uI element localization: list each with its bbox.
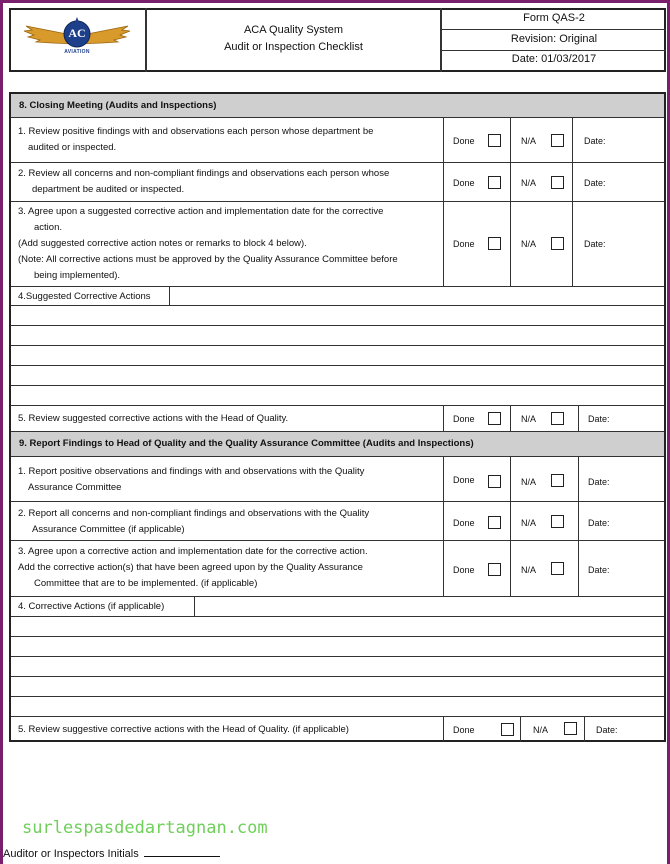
s9-r1-done-label: Done <box>453 475 475 485</box>
s8-r5-na-label: N/A <box>521 414 537 424</box>
s8-r2-na-checkbox[interactable] <box>551 176 564 189</box>
s8-r3-done-checkbox[interactable] <box>488 237 501 250</box>
s9-r1-done-checkbox[interactable] <box>488 475 501 488</box>
form-id: Form QAS-2 <box>523 12 585 24</box>
checklist-title: Audit or Inspection Checklist <box>224 41 363 53</box>
section-8-header: 8. Closing Meeting (Audits and Inspections) <box>11 94 664 117</box>
s9-r1-na-checkbox[interactable] <box>551 474 564 487</box>
s9-r1-na-label: N/A <box>521 477 537 487</box>
logo-subtext: AVIATION <box>64 49 90 55</box>
s9-r2-done-checkbox[interactable] <box>488 516 501 529</box>
s8-r3-date-label: Date: <box>584 239 606 249</box>
watermark: surlespasdedartagnan.com <box>22 818 268 838</box>
s8-item5-text: 5. Review suggested corrective actions with the Head of Quality. <box>18 413 289 424</box>
s9-r3-na-label: N/A <box>521 565 537 575</box>
s8-item3-text: 3. Agree upon a suggested corrective action and implementation date for the corrective action. (Add suggested corrective action notes or remarks to block 4 below). (Note: All corrective actions must be approved by the Quality Assurance Committee before being implemented). <box>18 206 398 281</box>
system-title: ACA Quality System <box>243 24 344 36</box>
s8-r1-na-label: N/A <box>521 136 537 146</box>
s9-r3-done-label: Done <box>453 565 475 575</box>
s8-r2-na-label: N/A <box>521 178 537 188</box>
s9-r2-done-label: Done <box>453 518 475 528</box>
s8-r1-na-checkbox[interactable] <box>551 134 564 147</box>
s8-r5-done-label: Done <box>453 414 475 424</box>
s9-r5-done-checkbox[interactable] <box>501 723 514 736</box>
s9-item5-text: 5. Review suggestive corrective actions with the Head of Quality. (if applicable) <box>18 724 349 735</box>
initials-field[interactable] <box>144 847 220 857</box>
s9-r5-na-checkbox[interactable] <box>564 722 577 735</box>
s9-r3-date-label: Date: <box>588 565 610 575</box>
s8-r3-na-checkbox[interactable] <box>551 237 564 250</box>
s8-r2-done-label: Done <box>453 178 475 188</box>
section-9-header: 9. Report Findings to Head of Quality and the Quality Assurance Committee (Audits and Inspections) <box>11 432 664 456</box>
s8-r2-done-checkbox[interactable] <box>488 176 501 189</box>
s8-r3-na-label: N/A <box>521 239 537 249</box>
s8-r1-date-label: Date: <box>584 136 606 146</box>
s8-block4-label: 4.Suggested Corrective Actions <box>18 291 151 302</box>
s9-r5-date-label: Date: <box>596 725 618 735</box>
s8-block4-line <box>11 305 664 306</box>
s8-r5-date-label: Date: <box>588 414 610 424</box>
form-date: Date: 01/03/2017 <box>511 53 597 65</box>
s9-r3-done-checkbox[interactable] <box>488 563 501 576</box>
revision: Revision: Original <box>510 33 598 45</box>
logo-text: AC <box>68 26 86 40</box>
s9-r3-na-checkbox[interactable] <box>551 562 564 575</box>
aviation-logo <box>22 14 132 60</box>
s9-r2-na-checkbox[interactable] <box>551 515 564 528</box>
s9-r2-date-label: Date: <box>588 518 610 528</box>
s8-item1-text: 1. Review positive findings with and observations each person whose department be audited or inspected. <box>18 126 374 153</box>
s8-r5-done-checkbox[interactable] <box>488 412 501 425</box>
s8-item2-text: 2. Review all concerns and non-compliant findings and observations each person whose department be audited or inspected. <box>18 168 390 195</box>
s9-block4-line <box>11 616 664 617</box>
s9-item2-text: 2. Report all concerns and non-compliant findings and observations with the Quality Assurance Committee (if applicable) <box>18 508 370 535</box>
s8-r3-done-label: Done <box>453 239 475 249</box>
s8-r2-date-label: Date: <box>584 178 606 188</box>
s9-block4-label: 4. Corrective Actions (if applicable) <box>18 601 165 612</box>
s9-r1-date-label: Date: <box>588 477 610 487</box>
initials-label: Auditor or Inspectors Initials <box>3 846 220 862</box>
s9-r2-na-label: N/A <box>521 518 537 528</box>
s8-r1-done-checkbox[interactable] <box>488 134 501 147</box>
s9-r5-na-label: N/A <box>533 725 549 735</box>
s8-r1-done-label: Done <box>453 136 475 146</box>
s9-item1-text: 1. Report positive observations and findings with and observations with the Quality Assurance Committee <box>18 466 365 493</box>
s8-r5-na-checkbox[interactable] <box>551 412 564 425</box>
s9-item3-text: 3. Agree upon a corrective action and implementation date for the corrective action. Add the corrective action(s) that have been agreed upon by the Quality Assurance Committee that are to be implemented. (if applicable) <box>18 546 368 589</box>
s9-r5-done-label: Done <box>453 725 475 735</box>
